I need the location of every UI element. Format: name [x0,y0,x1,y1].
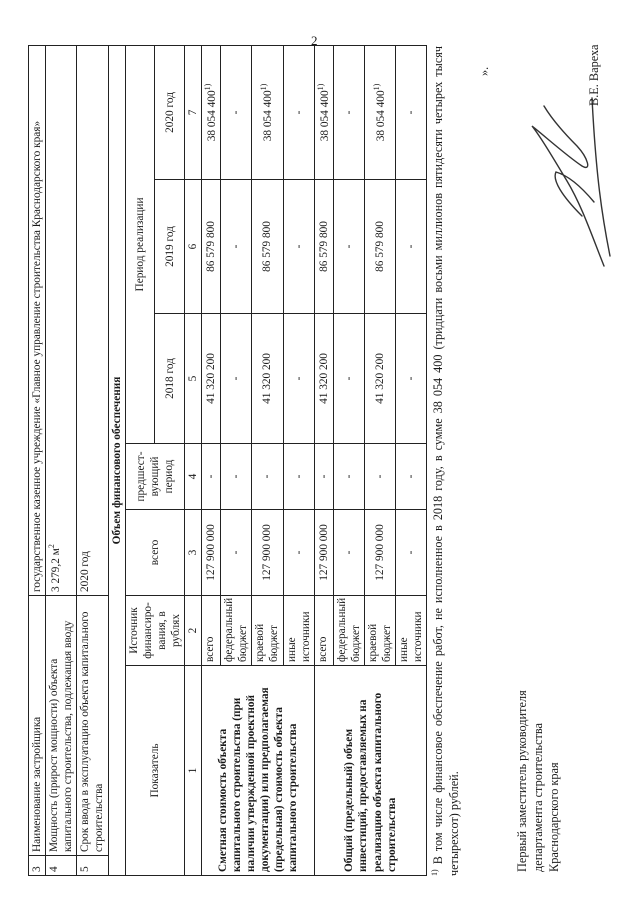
prior-cell: - [364,444,395,510]
header-2020: 2020 год [155,45,185,179]
prior-cell: - [202,444,221,510]
col-num: 4 [185,444,202,510]
indicator-label: Сметная стоимость объекта капитального строительства (при наличии утвержденной проектной документации) или предполагаемая (предельная) стоимость объекта капитального строительства [202,666,315,876]
header-source: Источник финансиро-вания, в рублях [125,596,184,666]
info-value: государственное казенное учреждение «Главное управление строительства Краснодарского края» [29,45,46,595]
col-num: 1 [185,666,202,876]
info-label: Срок ввода в эксплуатацию объекта капитального строительства [77,596,108,856]
column-numbers-row [185,45,202,875]
info-label: Наименование застройщика [29,596,46,856]
source-cell: краевой бюджет [252,596,283,666]
col-num: 6 [185,180,202,314]
y2019-cell: - [333,180,364,314]
y2020-cell [202,45,221,179]
y2020-cell [314,45,333,179]
col-num: 2 [185,596,202,666]
total-cell: 127 900 000 [202,510,221,596]
y2020-cell [221,45,252,179]
col-num: 7 [185,45,202,179]
total-cell: - [396,510,427,596]
y2020-cell [283,45,314,179]
y2020-cell [396,45,427,179]
source-cell: всего [202,596,221,666]
y2018-cell: - [283,314,314,444]
table-row [202,45,221,875]
signer-title [515,690,563,872]
y2018-cell: 41 320 200 [202,314,221,444]
source-cell: федеральный бюджет [221,596,252,666]
y2020-cell [252,45,283,179]
y2018-cell: 41 320 200 [364,314,395,444]
footnote-ref: 1) [259,83,269,91]
prior-cell: - [252,444,283,510]
y2018-cell: - [396,314,427,444]
y2020-value: - [405,110,418,115]
total-cell: - [221,510,252,596]
total-cell: - [333,510,364,596]
handwritten-signature [522,86,622,276]
y2018-cell: 41 320 200 [252,314,283,444]
prior-cell: - [283,444,314,510]
source-cell: иные источники [396,596,427,666]
info-num: 3 [29,856,46,876]
footnote-ref: 1) [315,83,325,91]
info-value [46,45,77,595]
y2020-value: - [292,110,305,115]
total-cell: 127 900 000 [314,510,333,596]
info-num: 4 [46,856,77,876]
prior-cell: - [221,444,252,510]
prior-cell: - [314,444,333,510]
footnote-text: В том числе финансовое обеспечение работ, не исполненное в 2018 году, в сумме 38 054 400 (тридцати восьми миллионов пятидесяти четырех тысяч четырехсот) рублей. [431,46,462,876]
col-num: 5 [185,314,202,444]
passport-table [28,45,427,876]
header-2019: 2019 год [155,180,185,314]
prior-cell: - [396,444,427,510]
header-total: всего [125,510,184,596]
y2020-value: - [342,110,355,115]
info-value: 2020 год [77,45,108,595]
y2019-cell: 86 579 800 [314,180,333,314]
y2019-cell: 86 579 800 [364,180,395,314]
y2020-value: 38 054 400 [374,90,387,142]
info-label: Мощность (прирост мощности) объекта капитального строительства, подлежащая вводу [46,596,77,856]
footnote-ref: 1) [372,83,381,91]
y2020-value: - [230,110,243,115]
y2019-cell: - [221,180,252,314]
y2020-value: 38 054 400 [318,90,331,142]
total-cell: 127 900 000 [252,510,283,596]
signer-title-line: Краснодарского края [547,762,562,872]
footnote-ref: 1) [203,83,213,91]
rotated-content [28,44,602,876]
y2020-cell [333,45,364,179]
info-num: 5 [77,856,108,876]
group-estimated-cost [202,45,315,875]
header-2018: 2018 год [155,314,185,444]
y2018-cell: 41 320 200 [314,314,333,444]
page-number: 2 [311,33,318,48]
capacity-value: 3 279,2 м [49,548,62,592]
finance-title-row [108,45,125,875]
capacity-unit-sup: 2 [47,544,57,549]
indicator-label: Общий (предельный) объем инвестиций, предоставляемых на реализацию объекта капитального строительства [314,666,427,876]
signature-block [477,46,627,876]
header-row-1 [125,45,155,875]
signer-name: В.Е. Вареха [587,44,602,106]
y2020-value: 38 054 400 [262,90,275,142]
y2019-cell: - [283,180,314,314]
total-cell: - [283,510,314,596]
source-cell: иные источники [283,596,314,666]
prior-cell: - [333,444,364,510]
table-row [314,45,333,875]
closing-quote: ». [477,66,492,76]
signer-title-line: департамента строительства [531,723,546,872]
y2019-cell: 86 579 800 [202,180,221,314]
group-total-investment [314,45,427,875]
footnote [430,46,463,876]
y2019-cell: - [396,180,427,314]
header-prior: предшест-вующий период [125,444,184,510]
col-num: 3 [185,510,202,596]
info-row-4 [46,45,77,875]
y2018-cell: - [333,314,364,444]
footnote-mark: 1) [430,869,440,876]
y2020-cell [364,45,395,179]
signer-title-line: Первый заместитель руководителя [515,690,530,872]
info-row-3 [29,45,46,875]
y2019-cell: 86 579 800 [252,180,283,314]
header-indicator: Показатель [125,666,184,876]
info-row-5 [77,45,108,875]
source-cell: всего [314,596,333,666]
total-cell: 127 900 000 [364,510,395,596]
y2018-cell: - [221,314,252,444]
source-cell: краевой бюджет [364,596,395,666]
header-period: Период реализации [125,45,155,443]
finance-title: Объем финансового обеспечения [108,45,125,875]
source-cell: федеральный бюджет [333,596,364,666]
y2020-value: 38 054 400 [205,90,218,142]
